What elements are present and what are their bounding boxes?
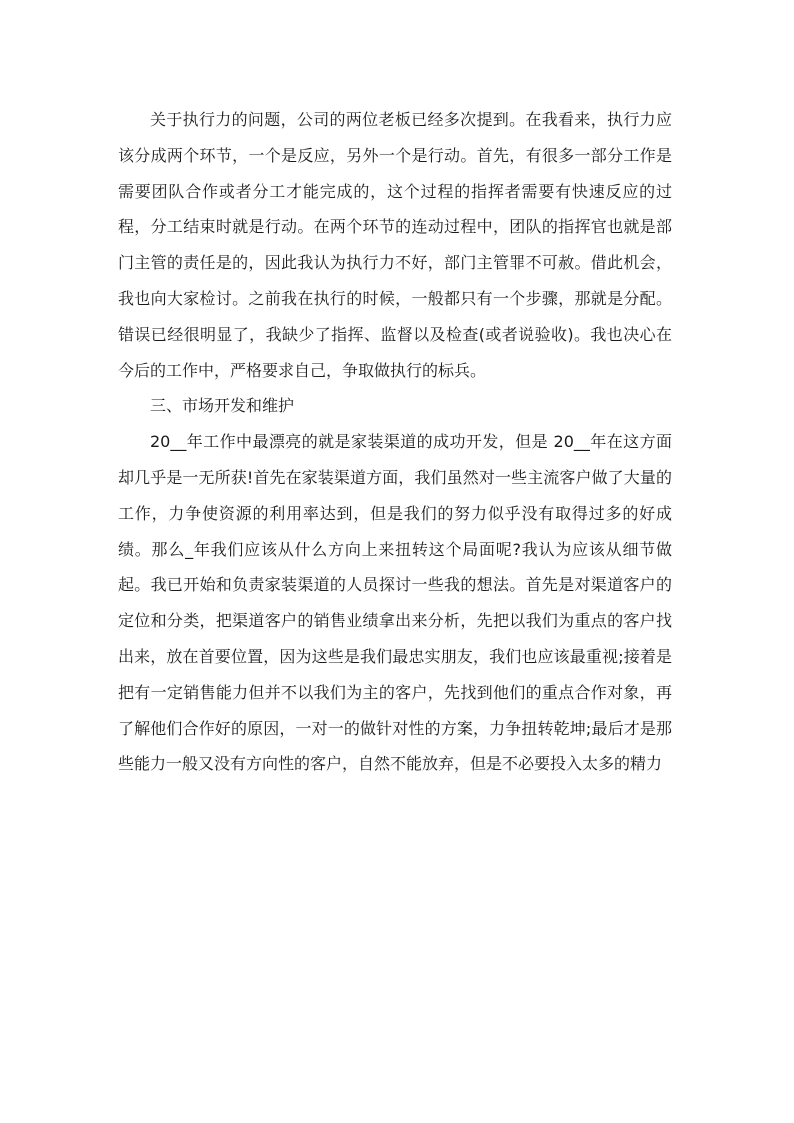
paragraph-execution: 关于执行力的问题，公司的两位老板已经多次提到。在我看来，执行力应该分成两个环节，一个是反应，另外一个是行动。首先，有很多一部分工作是需要团队合作或者分工才能完成的，这个过程的指挥者需要有快速反应的过程，分工结束时就是行动。在两个环节的连动过程中，团队的指挥官也就是部门主管的责任是的，因此我认为执行力不好，部门主管罪不可赦。借此机会，我也向大家检讨。之前我在执行的时候，一般都只有一个步骤，那就是分配。错误已经很明显了，我缺少了指挥、监督以及检查(或者说验收)。我也决心在今后的工作中，严格要求自己，争取做执行的标兵。 [118, 110, 672, 380]
document-body [118, 102, 672, 782]
section-heading: 三、市场开发和维护 [150, 396, 295, 416]
paragraph-market: 20__年工作中最漂亮的就是家装渠道的成功开发，但是 20__年在这方面却几乎是一无所获!首先在家装渠道方面，我们虽然对一些主流客户做了大量的工作，力争使资源的利用率达到，但是我们的努力似乎没有取得过多的好成绩。那么_年我们应该从什么方向上来扭转这个局面呢?我认为应该从细节做起。我已开始和负责家装渠道的人员探讨一些我的想法。首先是对渠道客户的定位和分类，把渠道客户的销售业绩拿出来分析，先把以我们为重点的客户找出来，放在首要位置，因为这些是我们最忠实朋友，我们也应该最重视;接着是把有一定销售能力但并不以我们为主的客户，先找到他们的重点合作对象，再了解他们合作好的原因，一对一的做针对性的方案，力争扭转乾坤;最后才是那些能力一般又没有方向性的客户，自然不能放弃，但是不必要投入太多的精力 [118, 432, 672, 774]
